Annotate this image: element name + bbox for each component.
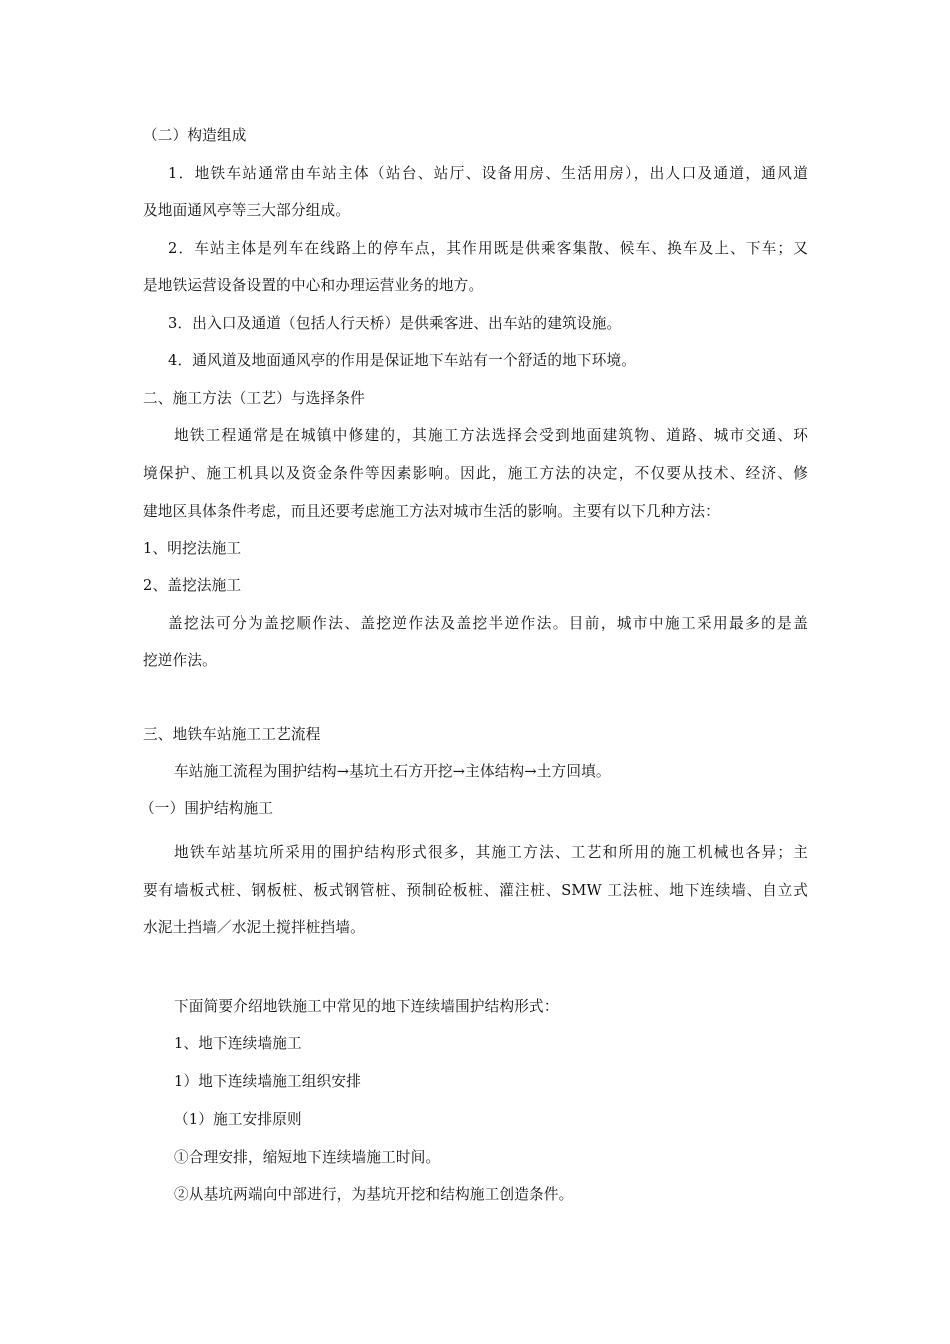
list-item-diaphragm-wall: 1、地下连续墙施工 bbox=[174, 1035, 302, 1052]
paragraph-line: 及地面通风亭等三大部分组成。 bbox=[143, 202, 351, 219]
paragraph-line: 地铁车站基坑所采用的围护结构形式很多，其施工方法、工艺和所用的施工机械也各异；主 bbox=[174, 844, 808, 861]
paragraph-line: 1．地铁车站通常由车站主体（站台、站厅、设备用房、生活用房），出人口及通道，通风道 bbox=[168, 165, 808, 182]
list-item-open-cut: 1、明挖法施工 bbox=[143, 540, 242, 557]
paragraph-line: 水泥土挡墙／水泥土搅拌桩挡墙。 bbox=[143, 919, 365, 936]
paragraph-line: 地铁工程通常是在城镇中修建的，其施工方法选择会受到地面建筑物、道路、城市交通、环 bbox=[174, 427, 808, 444]
list-item-organization: 1）地下连续墙施工组织安排 bbox=[174, 1073, 362, 1090]
paragraph-line: 建地区具体条件考虑，而且还要考虑施工方法对城市生活的影响。主要有以下几种方法： bbox=[143, 503, 720, 520]
paragraph-line: 3．出入口及通道（包括人行天桥）是供乘客进、出车站的建筑设施。 bbox=[168, 315, 622, 332]
paragraph-line: 要有墙板式桩、钢板桩、板式钢管桩、预制砼板桩、灌注桩、SMW 工法桩、地下连续墙、自立式 bbox=[143, 882, 808, 899]
list-item-principle-2: ②从基坑两端向中部进行，为基坑开挖和结构施工创造条件。 bbox=[174, 1186, 574, 1203]
section-heading-process-flow: 三、地铁车站施工工艺流程 bbox=[143, 726, 321, 743]
paragraph-line: 车站施工流程为围护结构→基坑土石方开挖→主体结构→土方回填。 bbox=[174, 763, 611, 780]
list-item-principles: （1）施工安排原则 bbox=[174, 1111, 302, 1128]
section-heading-retaining-structure: （一）围护结构施工 bbox=[140, 800, 274, 817]
paragraph-line: 境保护、施工机具以及资金条件等因素影响。因此，施工方法的决定，不仅要从技术、经济、修 bbox=[143, 465, 808, 482]
section-heading-construction-composition: （二）构造组成 bbox=[143, 127, 247, 144]
list-item-principle-1: ①合理安排，缩短地下连续墙施工时间。 bbox=[174, 1149, 441, 1166]
list-item-cover-cut: 2、盖挖法施工 bbox=[143, 577, 242, 594]
paragraph-line: 挖逆作法。 bbox=[143, 652, 217, 669]
section-heading-construction-method: 二、施工方法（工艺）与选择条件 bbox=[143, 390, 365, 407]
paragraph-line: 盖挖法可分为盖挖顺作法、盖挖逆作法及盖挖半逆作法。目前，城市中施工采用最多的是盖 bbox=[168, 615, 808, 632]
paragraph-line: 2．车站主体是列车在线路上的停车点，其作用既是供乘客集散、候车、换车及上、下车；又 bbox=[168, 240, 808, 257]
paragraph-line: 下面简要介绍地铁施工中常见的地下连续墙围护结构形式： bbox=[174, 998, 559, 1015]
paragraph-line: 4．通风道及地面通风亭的作用是保证地下车站有一个舒适的地下环境。 bbox=[168, 352, 637, 369]
paragraph-line: 是地铁运营设备设置的中心和办理运营业务的地方。 bbox=[143, 277, 484, 294]
